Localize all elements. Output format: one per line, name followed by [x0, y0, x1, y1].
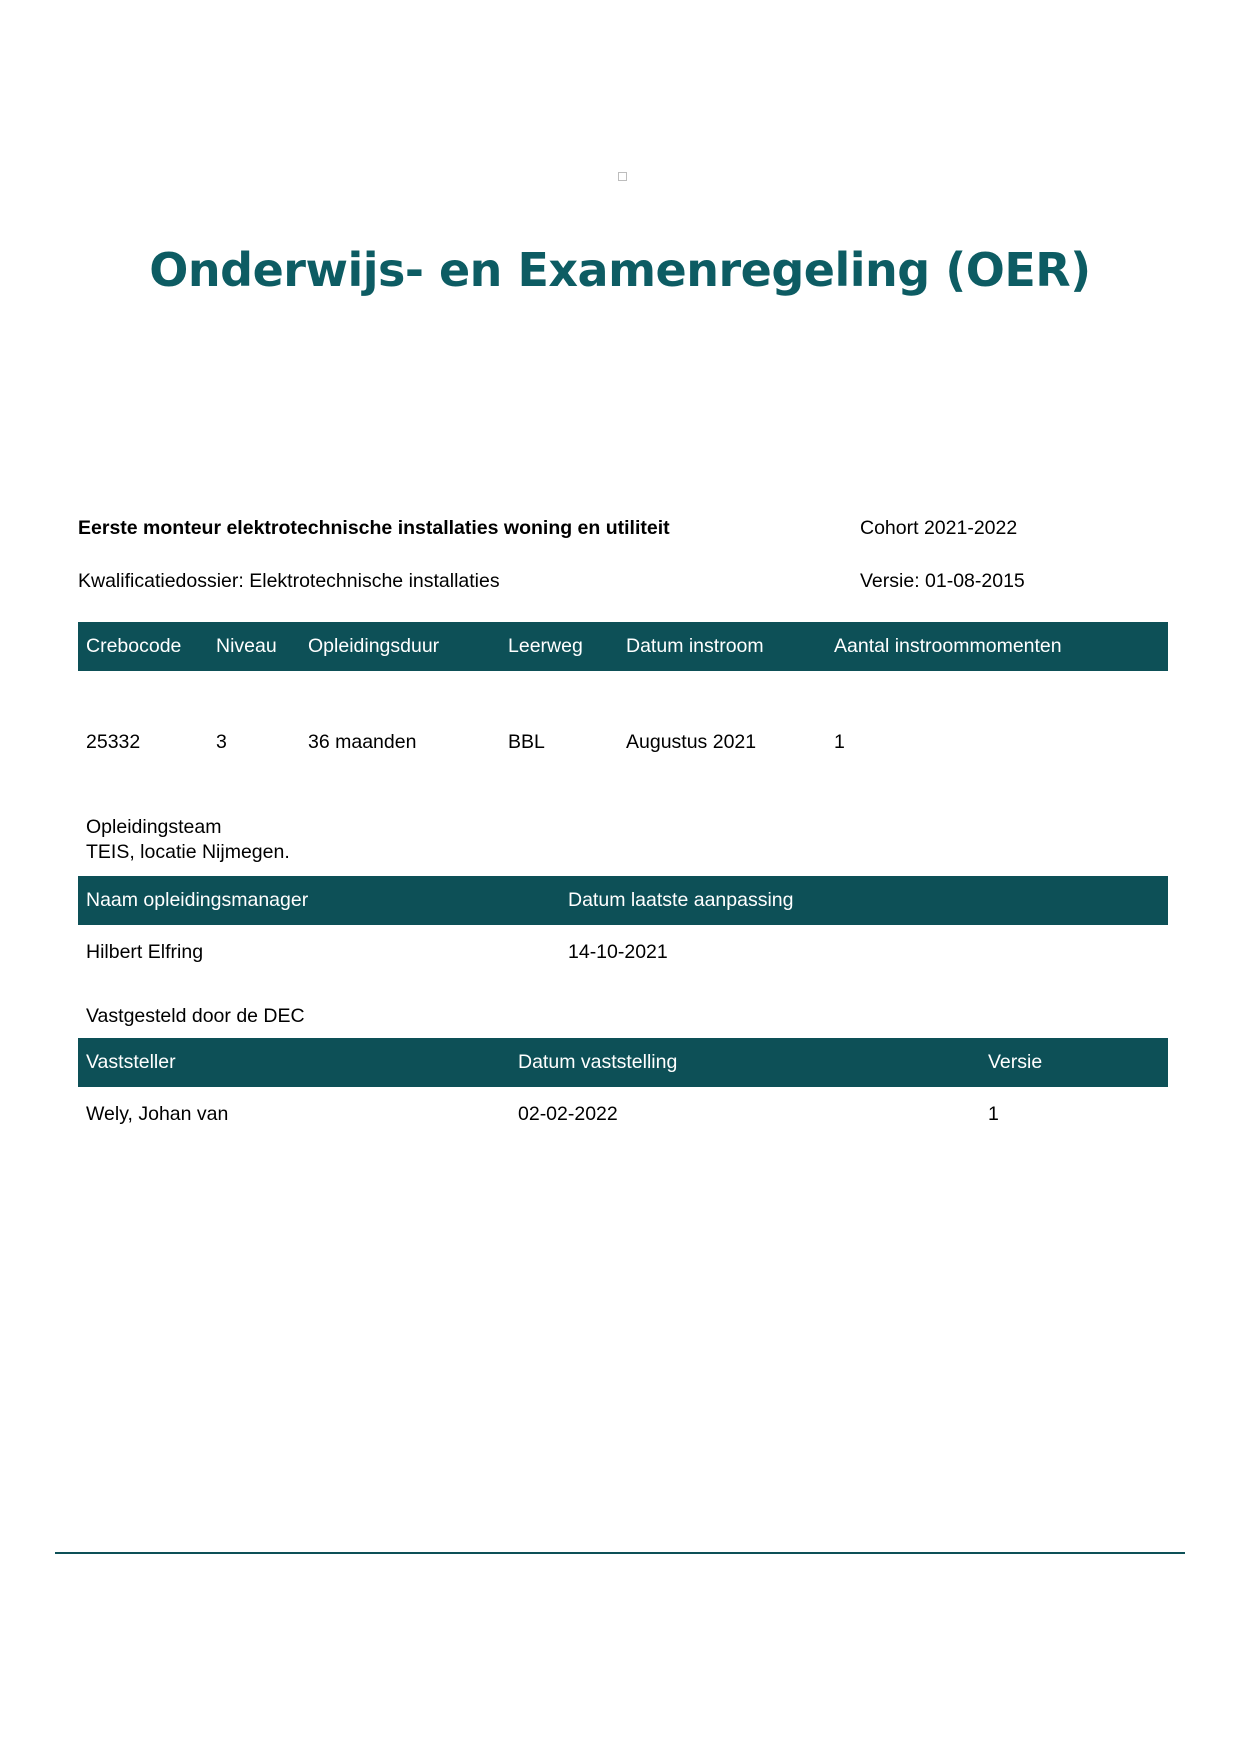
cell-crebocode: 25332 [86, 730, 141, 753]
dossier-value: Kwalificatiedossier: Elektrotechnische installaties [78, 570, 500, 593]
column-header-aantal-instroommomenten: Aantal instroommomenten [834, 622, 1168, 671]
page-title: Onderwijs- en Examenregeling (OER) [149, 243, 1091, 297]
cell-leerweg: BBL [508, 730, 545, 753]
table-row [78, 925, 1168, 979]
footer-divider [55, 1552, 1185, 1554]
column-header-opleidingsduur: Opleidingsduur [308, 622, 508, 671]
cell-vaststeller: Wely, Johan van [86, 1103, 229, 1126]
column-header-versie: Versie [988, 1038, 1168, 1087]
table-header-row [78, 1038, 1168, 1087]
cell-versie: 1 [988, 1103, 999, 1126]
column-header-leerweg: Leerweg [508, 622, 626, 671]
qualification-name: Eerste monteur elektrotechnische installaties woning en utiliteit [78, 517, 670, 539]
column-header-naam-opleidingsmanager: Naam opleidingsmanager [78, 876, 568, 925]
table-header-row [78, 876, 1168, 925]
main-info-table [78, 622, 1168, 767]
opleidingsteam-value: TEIS, locatie Nijmegen. [86, 841, 290, 864]
column-header-datum-vaststelling: Datum vaststelling [518, 1038, 988, 1087]
qualification-row [78, 515, 1168, 542]
cohort-value: Cohort 2021-2022 [860, 517, 1018, 539]
column-header-crebocode: Crebocode [78, 622, 216, 671]
placeholder-box-icon [618, 172, 627, 181]
cell-datum-vaststelling: 02-02-2022 [518, 1103, 618, 1126]
cell-datum-laatste-aanpassing: 14-10-2021 [568, 941, 668, 964]
column-header-datum-instroom: Datum instroom [626, 622, 834, 671]
cell-naam-opleidingsmanager: Hilbert Elfring [86, 941, 204, 964]
dossier-row [78, 568, 1168, 595]
table-header-row [78, 622, 1168, 671]
cell-aantal-instroommomenten: 1 [834, 730, 845, 753]
vaststelling-label: Vastgesteld door de DEC [86, 1005, 305, 1028]
cell-datum-instroom: Augustus 2021 [626, 730, 757, 753]
document-body [78, 515, 1168, 1141]
manager-table [78, 876, 1168, 979]
table-row [78, 1087, 1168, 1141]
cell-opleidingsduur: 36 maanden [308, 730, 417, 753]
opleidingsteam-label: Opleidingsteam [86, 815, 222, 838]
column-header-niveau: Niveau [216, 622, 308, 671]
opleidingsteam-block [78, 815, 1168, 866]
version-value: Versie: 01-08-2015 [860, 570, 1025, 593]
table-row [78, 671, 1168, 767]
cell-niveau: 3 [216, 730, 227, 753]
column-header-datum-laatste-aanpassing: Datum laatste aanpassing [568, 876, 1168, 925]
vaststelling-table [78, 1038, 1168, 1141]
column-header-vaststeller: Vaststeller [78, 1038, 518, 1087]
